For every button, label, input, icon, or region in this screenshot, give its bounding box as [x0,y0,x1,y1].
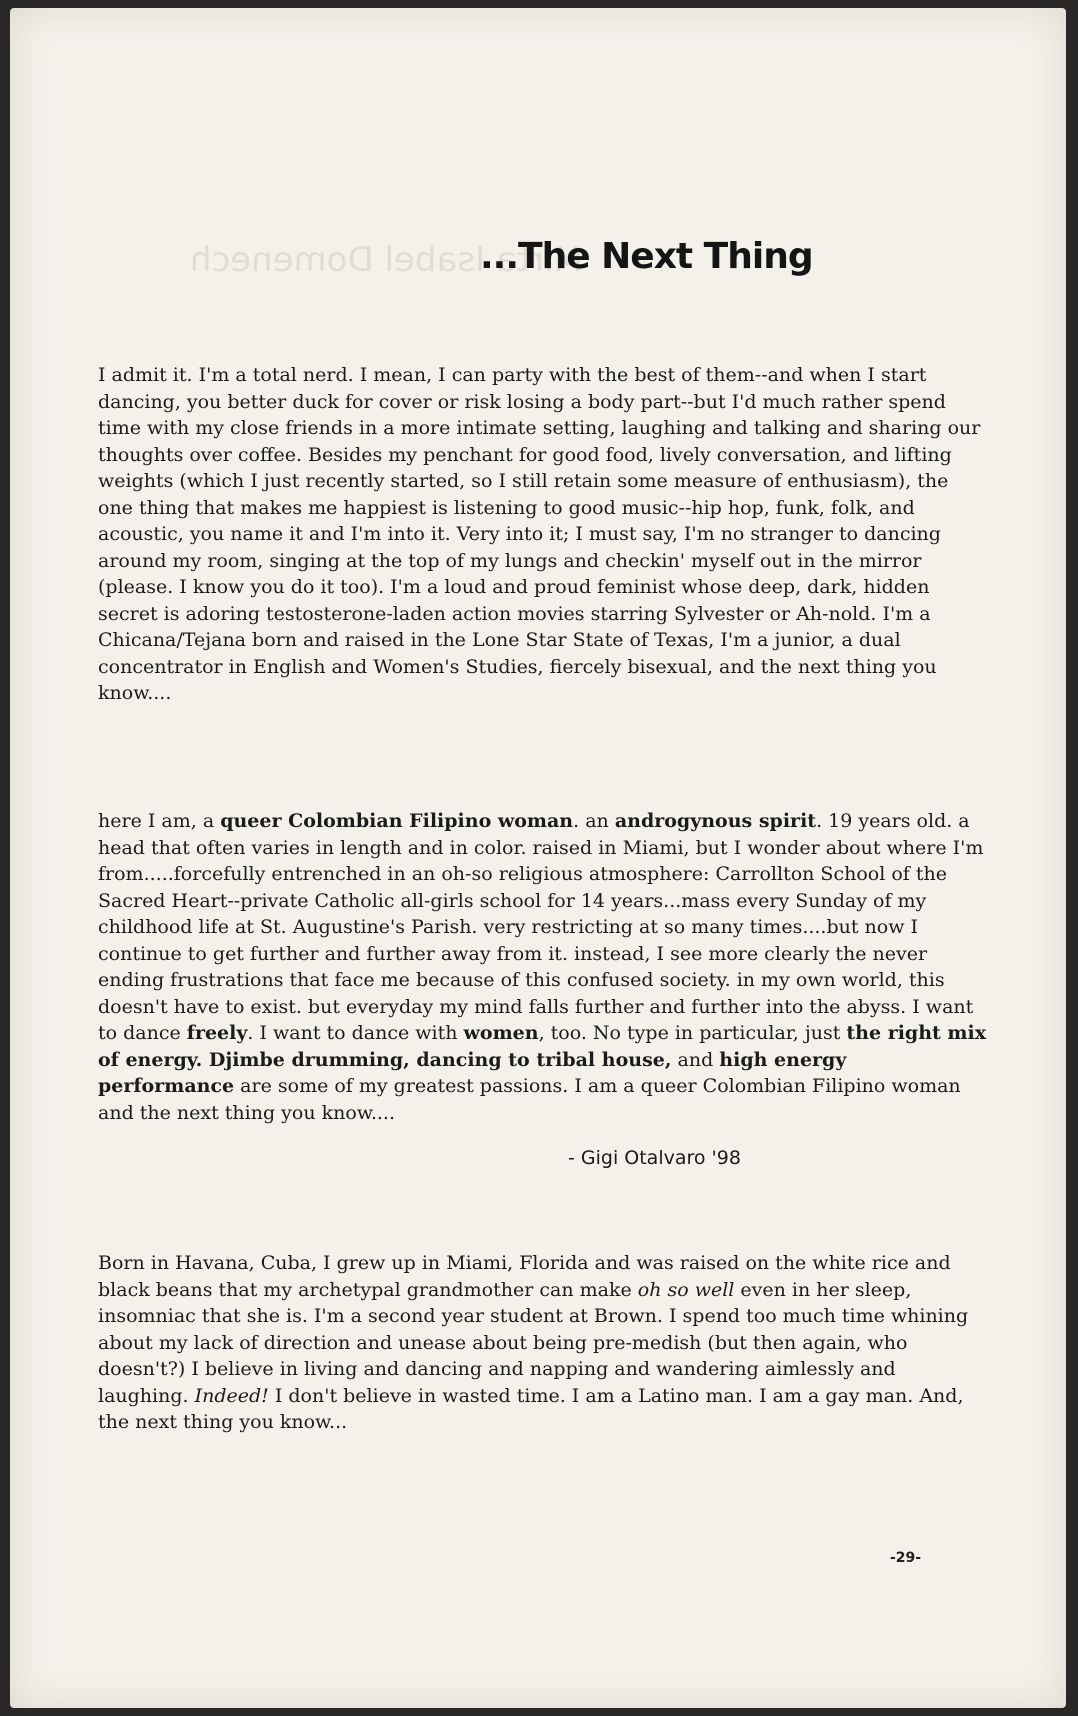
text-segment: are some of my greatest passions. I am a queer Colombian Filipino woman and the next thing you know.... [98,1075,961,1124]
text-segment: here I am, a [98,810,221,832]
text-segment: I don't believe in wasted time. I am a Latino man. I am a gay man. And, the next thing you know... [98,1384,964,1433]
paragraph-1: I admit it. I'm a total nerd. I mean, I can party with the best of them--and when I start dancing, you better duck for cover or risk losing a body part--but I'd much rather spend time with my close friends in a more intimate setting, laughing and talking and sharing our thoughts over coffee. Besides my penchant for good food, lively conversation, and lifting weights (which I just recently started, so I still retain some measure of enthusiasm), the one thing that makes me happiest is listening to good music--hip hop, funk, folk, and acoustic, you name it and I'm into it. Very into it; I must say, I'm no stranger to dancing around my room, singing at the top of my lungs and checkin' myself out in the mirror (please. I know you do it too). I'm a loud and proud feminist whose deep, dark, hidden secret is adoring testosterone-laden action movies starring Sylvester or Ah-nold. I'm a Chicana/Tejana born and raised in the Lone Star State of Texas, I'm a junior, a dual concentrator in English and Women's Studies, fiercely bisexual, and the next thing you know.... [98,364,981,704]
bold-phrase: the right mix of energy. Djimbe drumming, dancing to tribal house, [98,1022,987,1071]
paragraph-3 [98,1250,988,1436]
page-number: -29- [890,1550,922,1566]
bold-phrase: androgynous spirit [614,810,817,832]
page-title: ...The Next Thing [480,236,813,277]
text-segment: . I want to dance with [247,1022,464,1044]
italic-phrase: oh so well [637,1278,735,1301]
bold-phrase: women [463,1022,539,1044]
text-segment: even in her sleep, insomniac that she is. I'm a second year student at Brown. I spend too much time whining about my lack of direction and unease about being pre-medish (but then again, who doesn't?) I believe in living and dancing and napping and wandering aimlessly and laughing. [98,1278,969,1407]
bold-phrase: high energy performance [98,1048,847,1097]
bold-phrase: freely [186,1022,248,1044]
text-segment: Born in Havana, Cuba, I grew up in Miami, Florida and was raised on the white rice and black beans that my archetypal grandmother can make [98,1252,951,1301]
signature: - Gigi Otalvaro '98 [568,1147,741,1169]
text-segment: . 19 years old. a head that often varies in length and in color. raised in Miami, but I wonder about where I'm from.....forcefully entrenched in an oh-so religious atmosphere: Carrollton School of the Sacred Heart--private Catholic all-girls school for 14 years...mass every Sunday of my childhood life at St. Augustine's Parish. very restricting at so many times....but now I continue to get further and further away from it. instead, I see more clearly the never ending frustrations that face me because of this confused society. in my own world, this doesn't have to exist. but everyday my mind falls further and further into the abyss. I want to dance [98,810,984,1044]
bleed-through-text: Mirta Isabel Domenech [190,240,583,280]
book-page [10,8,1066,1708]
text-segment: , too. No type in particular, just [538,1022,847,1044]
text-segment: . an [573,810,615,832]
italic-phrase: Indeed! [194,1384,269,1407]
text-segment: and [671,1048,720,1071]
paragraph-2 [98,808,988,1126]
bold-phrase: queer Colombian Filipino woman [220,810,574,832]
